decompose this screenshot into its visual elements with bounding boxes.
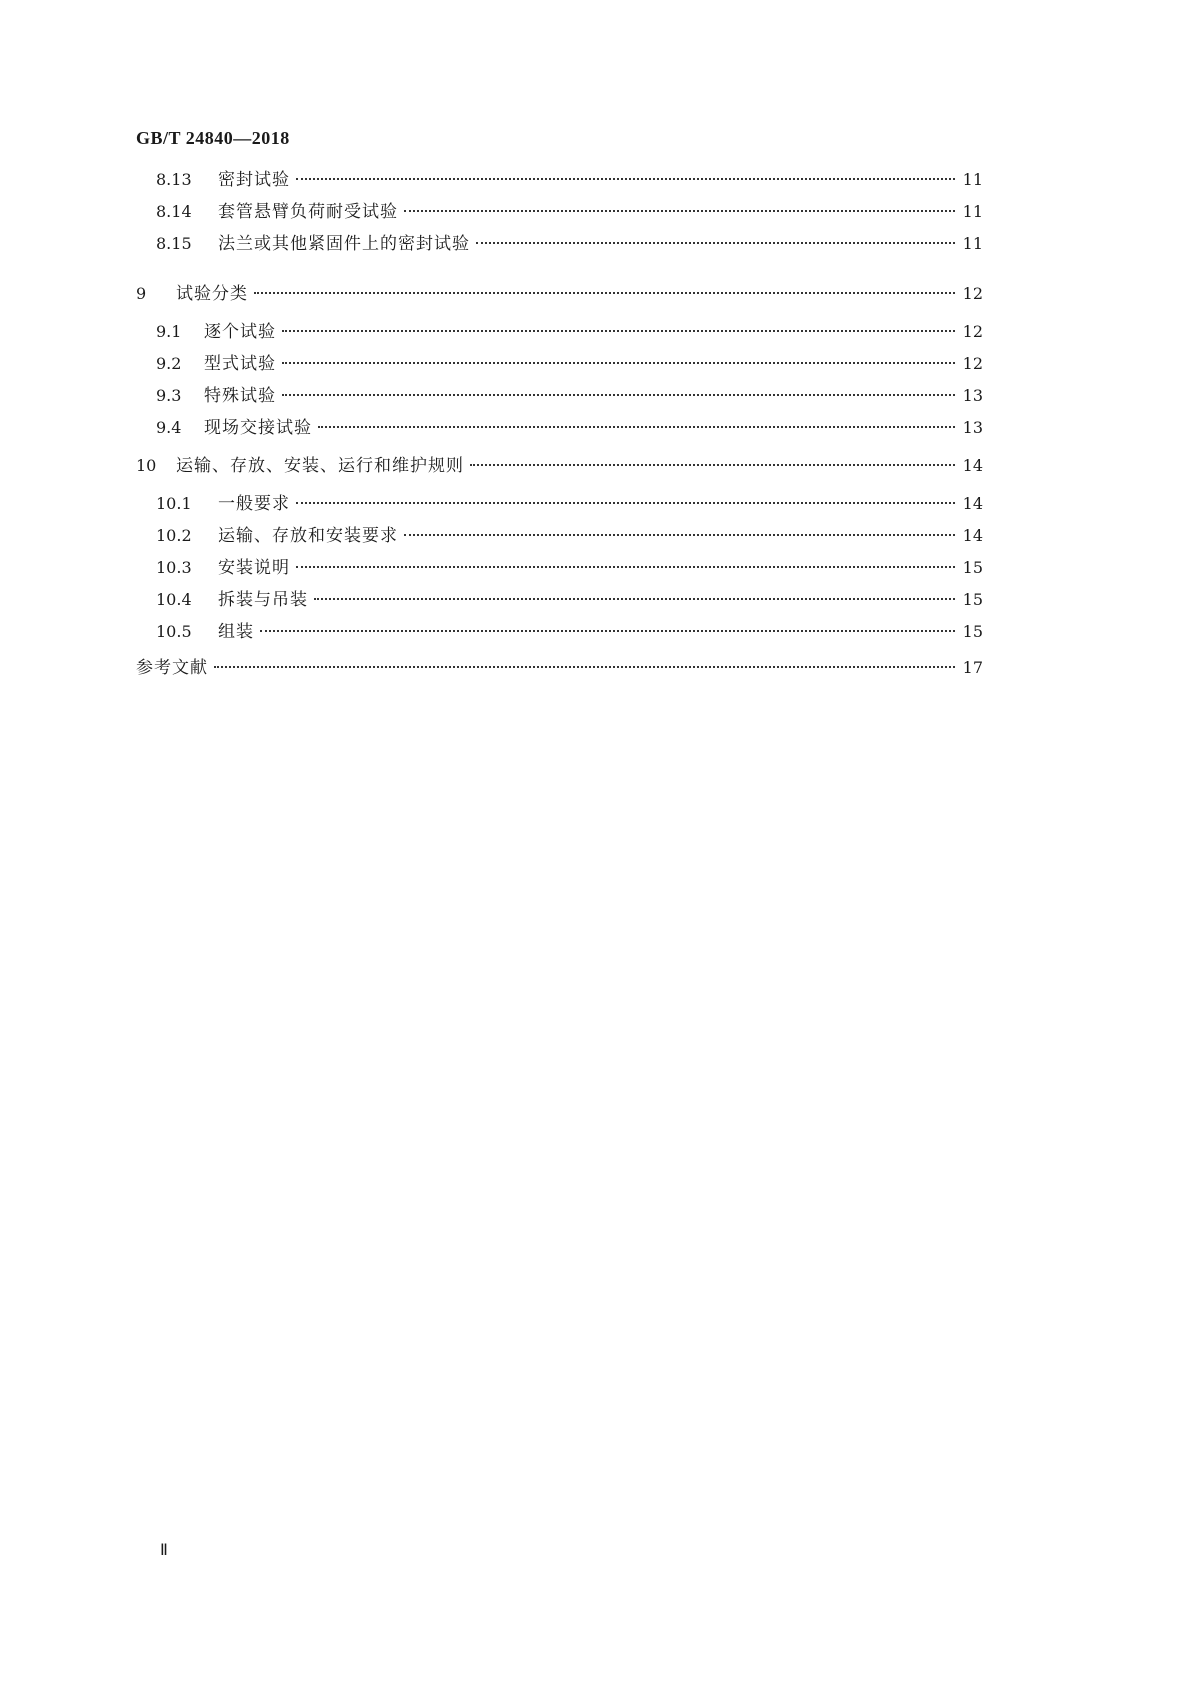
toc-entry-page: 11 [962, 234, 983, 253]
toc-entry-number: 9.1 [156, 322, 182, 341]
toc-entry-number: 8.14 [156, 202, 192, 221]
toc-entry[interactable] [156, 232, 983, 256]
toc-entry[interactable] [136, 282, 983, 306]
toc-entry-number: 10.1 [156, 494, 192, 513]
toc-entry-page: 12 [962, 284, 983, 303]
toc-entry-title: 特殊试验 [204, 386, 276, 406]
toc-entry-number: 10.4 [156, 590, 192, 609]
toc-entry-number: 10 [136, 456, 157, 475]
toc-entry-page: 13 [962, 418, 983, 437]
toc-entry-title: 运输、存放和安装要求 [218, 526, 398, 546]
toc-entry-number: 8.13 [156, 170, 192, 189]
toc-entry-number: 9.3 [156, 386, 182, 405]
toc-entry[interactable] [156, 556, 983, 580]
toc-leader-dots [404, 209, 955, 212]
toc-leader-dots [296, 565, 955, 568]
toc-entry-page: 14 [962, 456, 983, 475]
toc-entry-page: 12 [962, 322, 983, 341]
toc-entry[interactable] [156, 588, 983, 612]
toc-entry-title: 型式试验 [204, 354, 276, 374]
toc-leader-dots [282, 393, 955, 396]
page-number: Ⅱ [160, 1542, 168, 1559]
toc-entry[interactable] [156, 524, 983, 548]
toc-entry-title: 逐个试验 [204, 322, 276, 342]
toc-entry[interactable] [156, 620, 983, 644]
toc-entry-page: 11 [962, 202, 983, 221]
toc-entry-title: 安装说明 [218, 558, 290, 578]
toc-entry[interactable] [156, 416, 983, 440]
toc-entry-number: 10.3 [156, 558, 192, 577]
toc-entry-references[interactable] [136, 656, 983, 680]
toc-entry-number: 9.2 [156, 354, 182, 373]
toc-entry[interactable] [156, 320, 983, 344]
toc-entry[interactable] [156, 168, 983, 192]
toc-entry-number: 10.5 [156, 622, 192, 641]
toc-leader-dots [260, 629, 955, 632]
toc-entry-title: 法兰或其他紧固件上的密封试验 [218, 234, 470, 254]
toc-entry-title: 参考文献 [136, 658, 208, 678]
toc-entry-page: 12 [962, 354, 983, 373]
toc-entry-page: 14 [962, 526, 983, 545]
toc-entry-page: 15 [962, 590, 983, 609]
toc-entry-page: 15 [962, 622, 983, 641]
toc-leader-dots [214, 665, 955, 668]
toc-entry-number: 9.4 [156, 418, 182, 437]
toc-entry[interactable] [156, 352, 983, 376]
toc-entry-page: 17 [962, 658, 983, 677]
toc-entry-page: 14 [962, 494, 983, 513]
toc-entry-title: 运输、存放、安装、运行和维护规则 [176, 456, 464, 476]
toc-entry-title: 组装 [218, 622, 254, 642]
toc-leader-dots [476, 241, 955, 244]
toc-entry-number: 9 [136, 284, 147, 303]
toc-entry[interactable] [156, 492, 983, 516]
toc-entry-title: 套管悬臂负荷耐受试验 [218, 202, 398, 222]
toc-entry-page: 13 [962, 386, 983, 405]
toc-entry[interactable] [156, 384, 983, 408]
toc-entry[interactable] [156, 200, 983, 224]
toc-entry[interactable] [136, 454, 983, 478]
toc-leader-dots [404, 533, 955, 536]
toc-entry-page: 15 [962, 558, 983, 577]
toc-leader-dots [282, 329, 955, 332]
toc-leader-dots [314, 597, 955, 600]
toc-entry-title: 拆装与吊装 [218, 590, 308, 610]
toc-leader-dots [296, 501, 955, 504]
standard-code-header: GB/T 24840—2018 [136, 128, 290, 148]
toc-entry-title: 现场交接试验 [204, 418, 312, 438]
toc-entry-number: 8.15 [156, 234, 192, 253]
toc-entry-title: 密封试验 [218, 170, 290, 190]
toc-leader-dots [318, 425, 955, 428]
toc-leader-dots [254, 291, 955, 294]
toc-entry-title: 试验分类 [176, 284, 248, 304]
toc-leader-dots [282, 361, 955, 364]
toc-leader-dots [470, 463, 955, 466]
toc-entry-page: 11 [962, 170, 983, 189]
toc-entry-title: 一般要求 [218, 494, 290, 514]
toc-leader-dots [296, 177, 955, 180]
toc-entry-number: 10.2 [156, 526, 192, 545]
